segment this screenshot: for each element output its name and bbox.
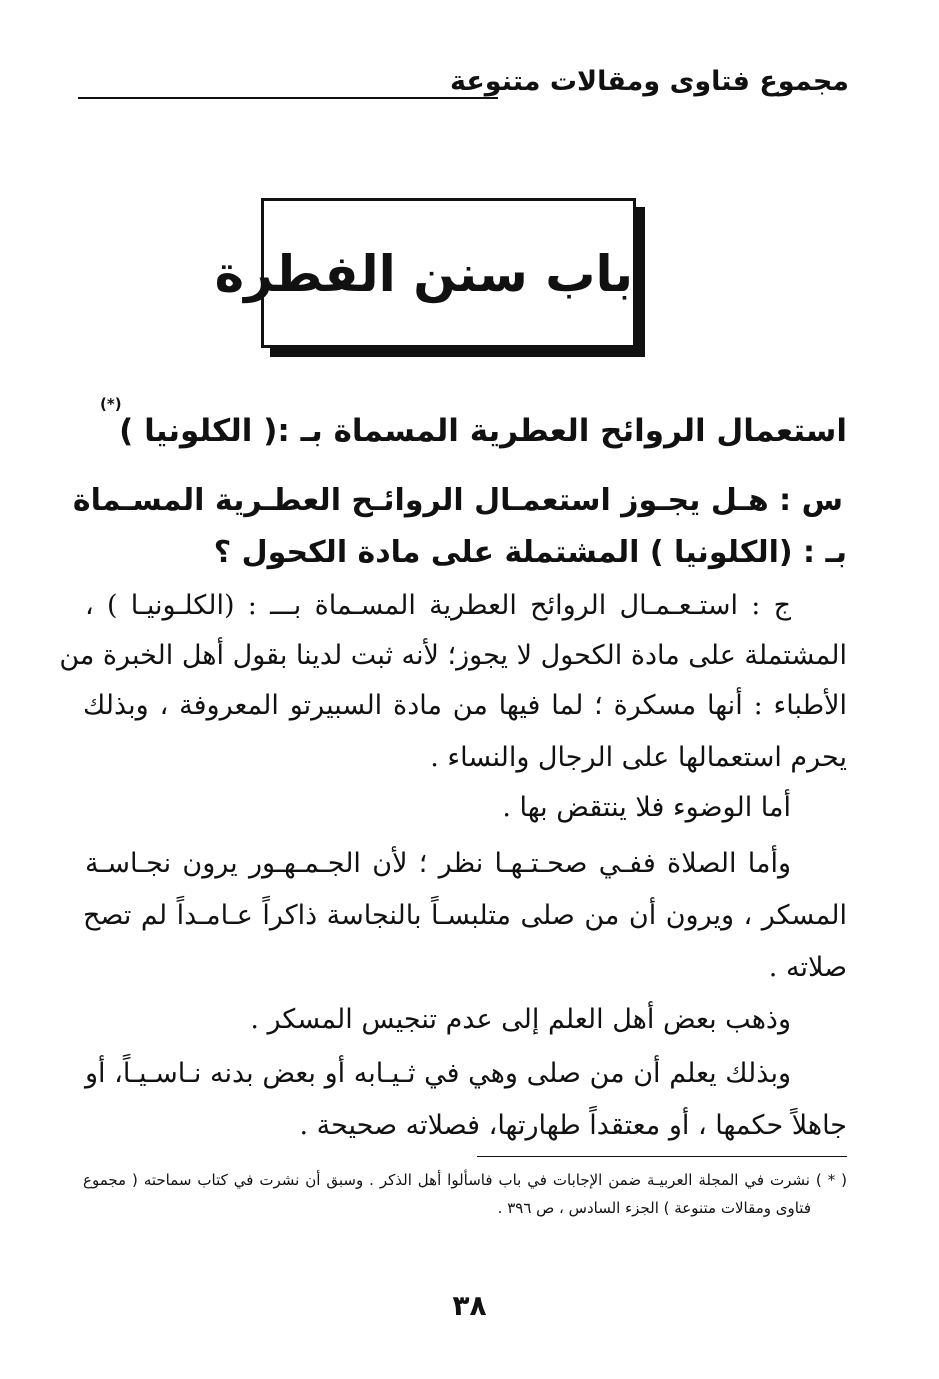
footnote-line: فتاوى ومقالات متنوعة ) الجزء السادس ، ص ٣٩٦ . — [497, 1199, 811, 1217]
answer-line: ج : استـعـمـال الروائح العطرية المسـماة بـــ : (الكلـونيـا ) ، — [85, 590, 791, 621]
chapter-title-box — [214, 198, 636, 348]
running-header-title: مجموع فتاوى ومقالات متنوعة — [449, 66, 849, 97]
answer-line: جاهلاً حكمها ، أو معتقداً طهارتها، فصلاته صحيحة . — [299, 1110, 847, 1141]
footnote-rule — [477, 1156, 847, 1157]
question-line: س : هـل يجـوز استعمـال الروائـح العطـرية المسـماة — [72, 483, 843, 518]
section-heading: استعمال الروائح العطرية المسماة بـ :( الكلونيا ) — [119, 413, 847, 449]
answer-line: وأما الصلاة ففـي صحـتـهـا نظر ؛ لأن الجـمـهـور يرون نجـاسـة — [85, 848, 791, 879]
answer-line: يحرم استعمالها على الرجال والنساء . — [430, 742, 847, 773]
answer-line: الأطباء : أنها مسكرة ؛ لما فيها من مادة السبيرتو المعروفة ، وبذلك — [83, 690, 847, 721]
answer-line: وذهب بعض أهل العلم إلى عدم تنجيس المسكر . — [250, 1004, 791, 1035]
answer-line: المشتملة على مادة الكحول لا يجوز؛ لأنه ثبت لدينا بقول أهل الخبرة من — [59, 640, 847, 671]
footnote-marker: (*) — [100, 395, 122, 413]
footnote-line: ( * ) نشرت في المجلة العربيـة ضمن الإجابات في باب فاسألوا أهل الذكر . وسبق أن نشرت في كتاب سماحته ( مجموع — [83, 1171, 847, 1189]
chapter-title: باب سنن الفطرة — [214, 245, 633, 303]
answer-line: المسكر ، ويرون أن من صلى متلبسـاً بالنجاسة ذاكراً عـامـداً لم تصح — [83, 900, 847, 931]
page-number: ٣٨ — [452, 1289, 487, 1322]
question-line: بـ : (الكلونيا ) المشتملة على مادة الكحول ؟ — [213, 535, 847, 570]
running-header — [78, 62, 849, 106]
answer-line: أما الوضوء فلا ينتقض بها . — [502, 792, 791, 823]
answer-line: وبذلك يعلم أن من صلى وهي في ثـيـابه أو بعض بدنه نـاسـيـاً، أو — [85, 1058, 791, 1089]
answer-line: صلاته . — [768, 952, 847, 983]
header-rule — [78, 97, 498, 99]
